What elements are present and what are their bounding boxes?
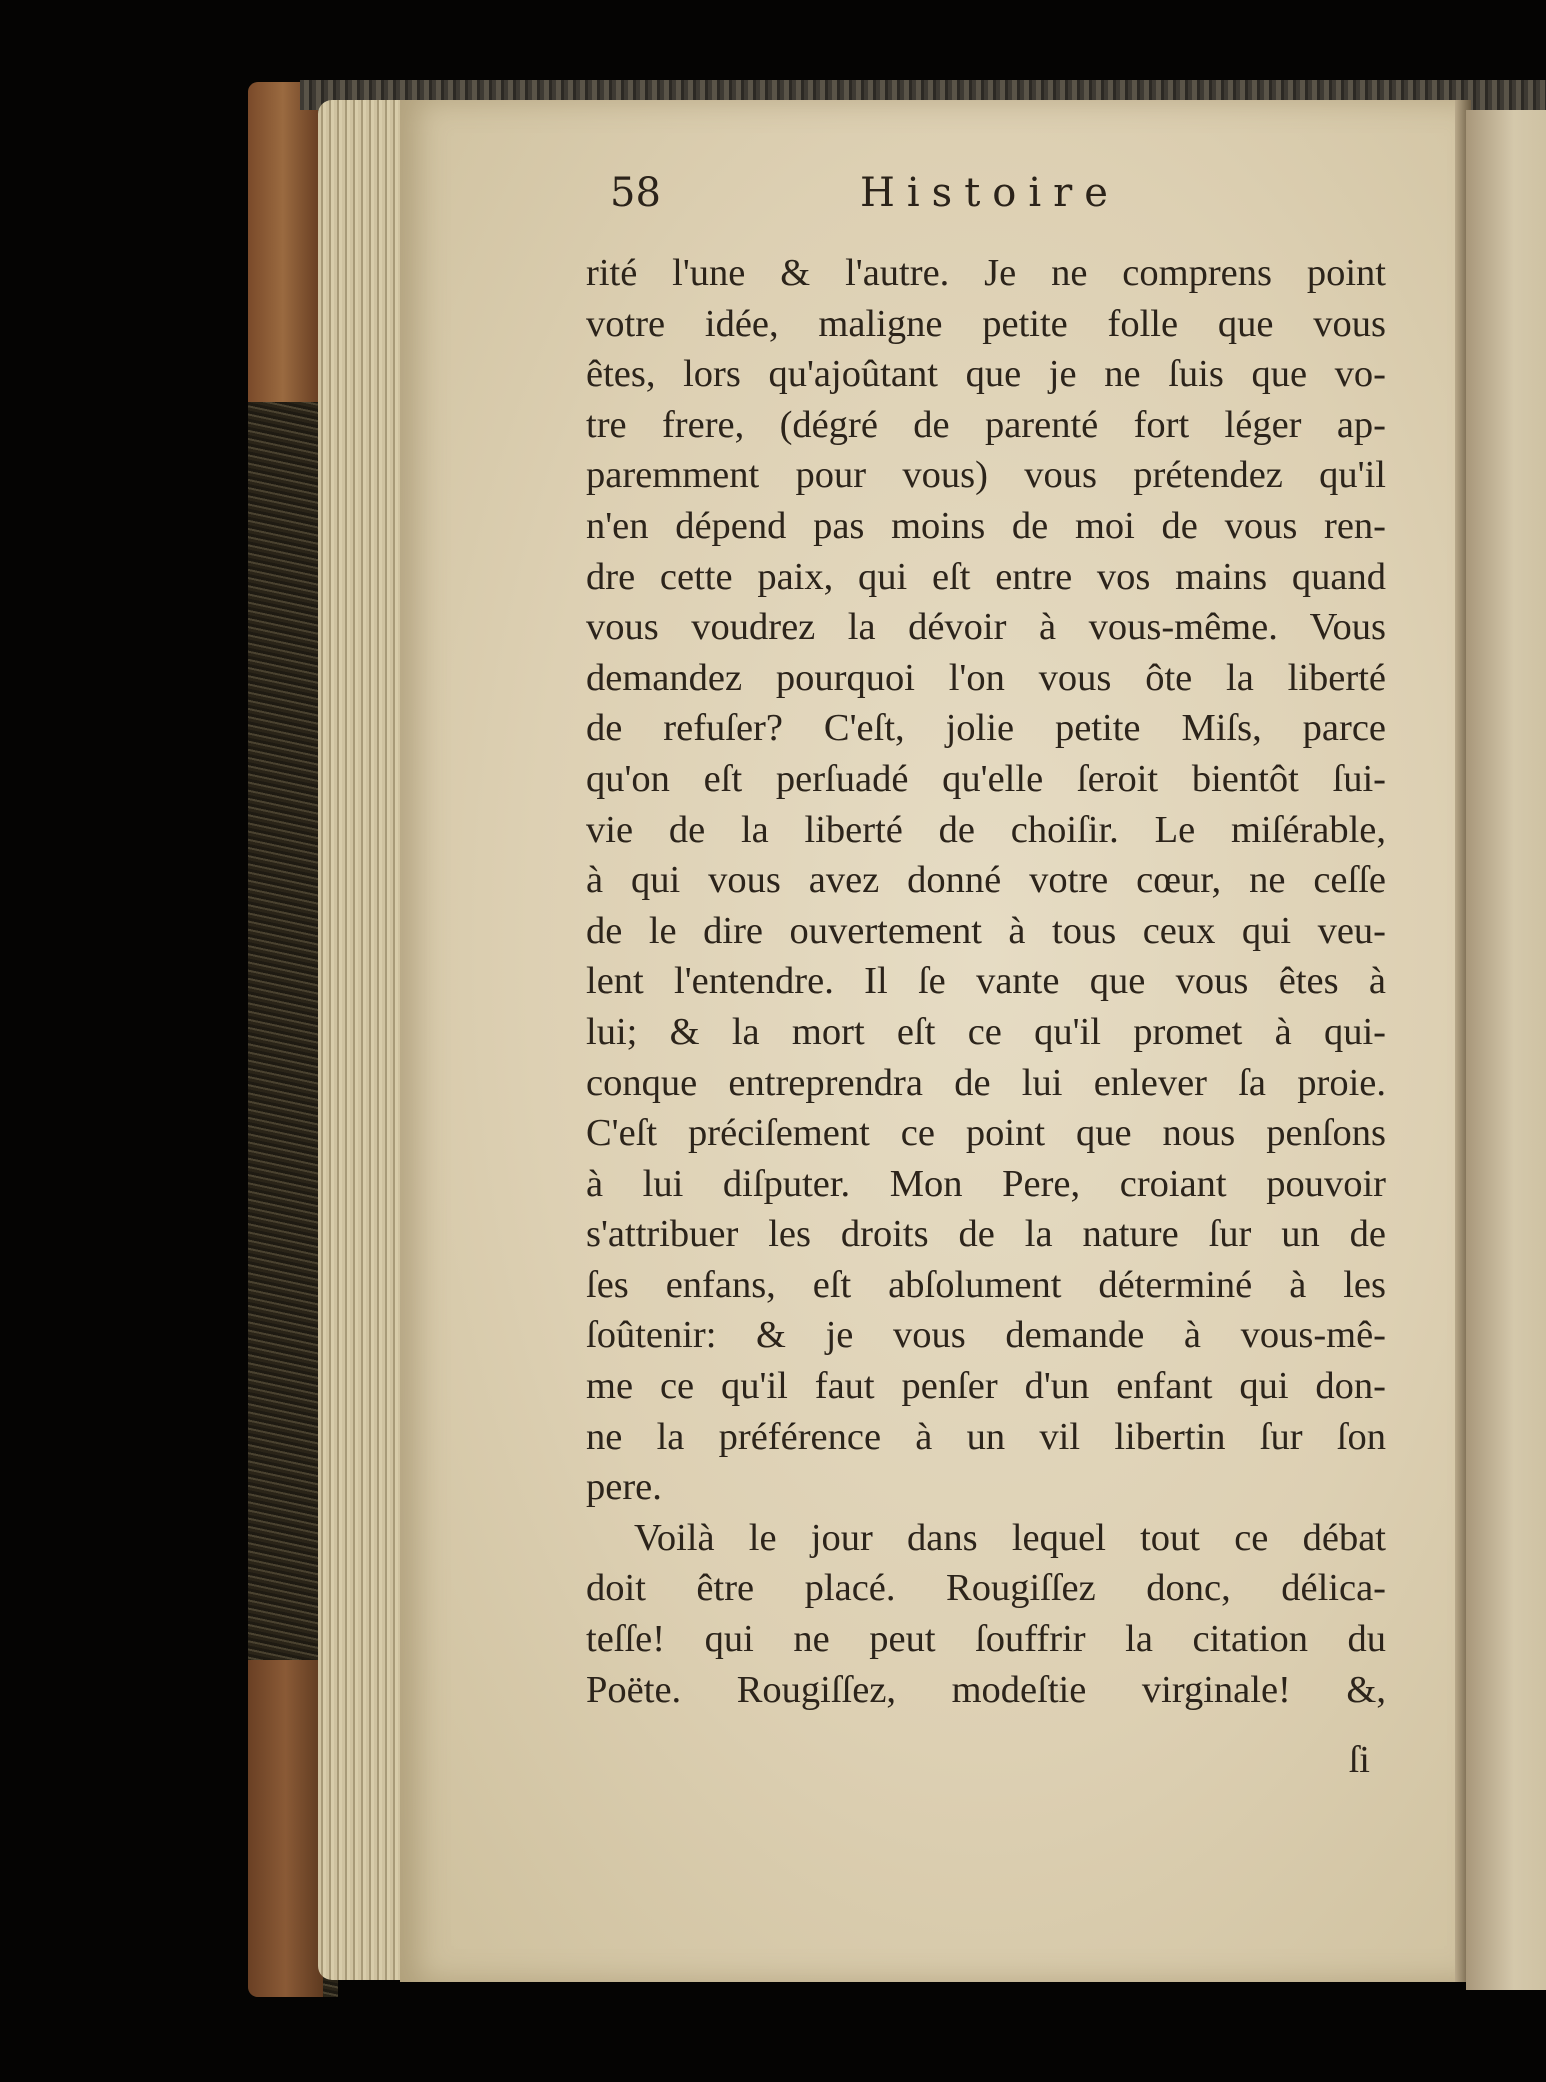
- facing-page-edge: [1466, 110, 1546, 1990]
- text-line: s'attribuer les droits de la nature ſur un de: [586, 1213, 1386, 1256]
- text-line: me ce qu'il faut penſer d'un enfant qui don-: [586, 1365, 1386, 1408]
- cover-leather-top: [248, 82, 318, 402]
- text-line: ſoûtenir: & je vous demande à vous-mê-: [586, 1314, 1386, 1357]
- text-line: n'en dépend pas moins de moi de vous ren-: [586, 504, 1386, 547]
- text-line: lent l'entendre. Il ſe vante que vous êtes à: [586, 960, 1386, 1003]
- running-title: Histoire: [860, 170, 1120, 216]
- text-line: paremment pour vous) vous prétendez qu'il: [586, 454, 1386, 497]
- text-line: teſſe! qui ne peut ſouffrir la citation du: [586, 1618, 1386, 1661]
- catchword: ſi: [1348, 1739, 1370, 1781]
- text-line: pere.: [586, 1466, 662, 1509]
- text-line: Poëte. Rougiſſez, modeſtie virginale! &,: [586, 1668, 1386, 1711]
- page-header: [610, 170, 1390, 230]
- text-line: lui; & la mort eſt ce qu'il promet à qui-: [586, 1010, 1386, 1053]
- text-line: conque entreprendra de lui enlever ſa proie.: [586, 1061, 1386, 1104]
- text-line: vie de la liberté de choiſir. Le miſérable,: [586, 808, 1386, 851]
- text-line: qu'on eſt perſuadé qu'elle ſeroit bientôt ſui-: [586, 757, 1386, 800]
- text-line: à qui vous avez donné votre cœur, ne ceſſe: [586, 859, 1386, 902]
- page-edges: [318, 100, 408, 1980]
- text-line: Voilà le jour dans lequel tout ce débat: [634, 1516, 1386, 1559]
- text-line: à lui diſputer. Mon Pere, croiant pouvoir: [586, 1162, 1386, 1205]
- text-line: de refuſer? C'eſt, jolie petite Miſs, parce: [586, 707, 1386, 750]
- text-line: demandez pourquoi l'on vous ôte la liberté: [586, 656, 1386, 699]
- text-line: rité l'une & l'autre. Je ne comprens point: [586, 252, 1386, 294]
- text-line: ſes enfans, eſt abſolument déterminé à les: [586, 1263, 1386, 1306]
- cover-leather-bottom: [248, 1660, 323, 1997]
- text-line: tre frere, (dégré de parenté fort léger ap-: [586, 403, 1386, 446]
- text-line: dre cette paix, qui eſt entre vos mains quand: [586, 555, 1386, 598]
- text-line: ne la préférence à un vil libertin ſur ſon: [586, 1415, 1386, 1458]
- text-line: de le dire ouvertement à tous ceux qui veu-: [586, 909, 1386, 952]
- catchword-row: [586, 1738, 1386, 1790]
- text-line: votre idée, maligne petite folle que vous: [586, 302, 1386, 345]
- text-line: vous voudrez la dévoir à vous-même. Vous: [586, 606, 1386, 649]
- text-line: doit être placé. Rougiſſez donc, délica-: [586, 1567, 1386, 1610]
- body-text: [586, 248, 1386, 1715]
- text-line: C'eſt préciſement ce point que nous penſons: [586, 1112, 1386, 1155]
- page-number: 58: [610, 170, 661, 216]
- text-line: êtes, lors qu'ajoûtant que je ne ſuis que vo-: [586, 353, 1386, 396]
